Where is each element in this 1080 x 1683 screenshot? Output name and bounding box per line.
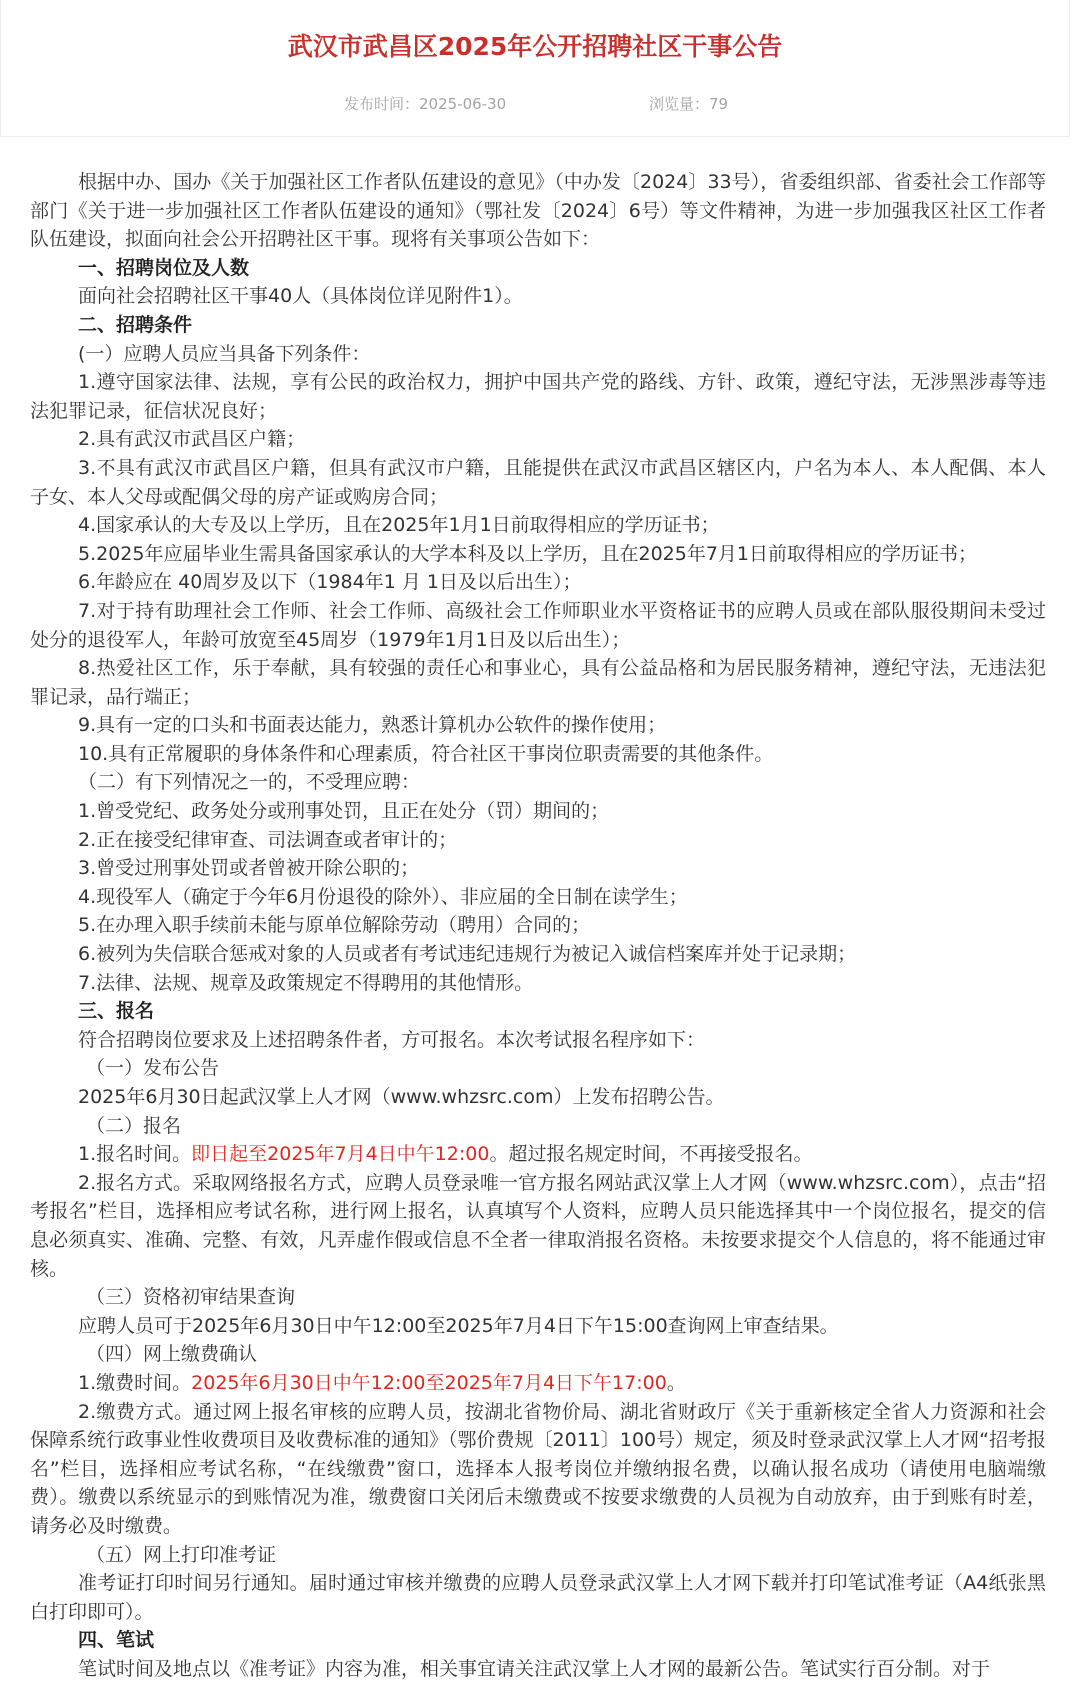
paragraph: 1.遵守国家法律、法规，享有公民的政治权力，拥护中国共产党的路线、方针、政策，遵纪守法，无涉黑涉毒等违法犯罪记录，征信状况良好；	[30, 371, 1046, 422]
paragraph	[30, 1369, 1046, 1398]
publish-time: 发布时间：2025-06-30	[344, 95, 507, 113]
sub-heading: （二）报名	[86, 1114, 182, 1137]
section-heading: 一、招聘岗位及人数	[78, 256, 250, 279]
paragraph: 笔试时间及地点以《准考证》内容为准，相关事宜请关注武汉掌上人才网的最新公告。笔试实行百分制。对于	[78, 1657, 991, 1680]
paragraph: 5.在办理入职手续前未能与原单位解除劳动（聘用）合同的；	[78, 914, 591, 937]
paragraph: 6.被列为失信联合惩戒对象的人员或者有考试违纪违规行为被记入诚信档案库并处于记录期；	[78, 943, 857, 966]
view-count: 浏览量：79	[649, 95, 729, 113]
paragraph: 符合招聘岗位要求及上述招聘条件者，方可报名。本次考试报名程序如下：	[78, 1028, 706, 1051]
paragraph: 根据中办、国办《关于加强社区工作者队伍建设的意见》（中办发〔2024〕33号），省委组织部、省委社会工作部等部门《关于进一步加强社区工作者队伍建设的通知》（鄂社发〔2024〕6号）等文件精神，为进一步加强我区社区工作者队伍建设，拟面向社会公开招聘社区干事。现将有关事项公告如下：	[30, 171, 1046, 251]
label-text: 。	[666, 1371, 686, 1394]
paragraph: 6.年龄应在 40周岁及以下（1984年1 月 1日及以后出生）；	[78, 571, 582, 594]
label-text: 1.报名时间。	[78, 1143, 192, 1166]
section-heading: 四、笔试	[78, 1629, 155, 1652]
section-heading: 二、招聘条件	[78, 313, 193, 336]
paragraph: 3.曾受过刑事处罚或者曾被开除公职的；	[78, 857, 420, 880]
sub-heading: （四）网上缴费确认	[86, 1343, 258, 1366]
highlight-text: 即日起至2025年7月4日中午12:00	[191, 1143, 490, 1166]
paragraph: (一）应聘人员应当具备下列条件：	[78, 342, 371, 365]
article-header	[0, 0, 1070, 137]
sub-heading: （三）资格初审结果查询	[86, 1286, 296, 1309]
label-text: 。超过报名规定时间，不再接受报名。	[489, 1143, 813, 1166]
paragraph	[30, 1140, 1046, 1169]
paragraph: 1.曾受党纪、政务处分或刑事处罚，且正在处分（罚）期间的；	[78, 800, 610, 823]
paragraph: 7.法律、法规、规章及政策规定不得聘用的其他情形。	[78, 971, 534, 994]
paragraph: 10.具有正常履职的身体条件和心理素质，符合社区干事岗位职责需要的其他条件。	[78, 742, 774, 765]
paragraph: 9.具有一定的口头和书面表达能力，熟悉计算机办公软件的操作使用；	[78, 714, 667, 737]
paragraph: 2.缴费方式。通过网上报名审核的应聘人员，按湖北省物价局、湖北省财政厅《关于重新核定全省人力资源和社会保障系统行政事业性收费项目及收费标准的通知》（鄂价费规〔2011〕100号）规定，须及时登录武汉掌上人才网“招考报名”栏目，选择相应考试名称，“在线缴费”窗口，选择本人报考岗位并缴纳报名费，以确认报名成功（请使用电脑端缴费）。缴费以系统显示的到账情况为准，缴费窗口关闭后未缴费或不按要求缴费的人员视为自动放弃，由于到账有时差，请务必及时缴费。	[30, 1400, 1046, 1537]
paragraph: 4.国家承认的大专及以上学历，且在2025年1月1日前取得相应的学历证书；	[78, 514, 720, 537]
paragraph: 7.对于持有助理社会工作师、社会工作师、高级社会工作师职业水平资格证书的应聘人员或在部队服役期间未受过处分的退役军人，年龄可放宽至45周岁（1979年1月1日及以后出生）；	[30, 599, 1046, 651]
paragraph: 5.2025年应届毕业生需具备国家承认的大学本科及以上学历，且在2025年7月1日前取得相应的学历证书；	[78, 542, 978, 565]
paragraph: 应聘人员可于2025年6月30日中午12:00至2025年7月4日下午15:00查询网上审查结果。	[78, 1314, 839, 1337]
paragraph: 2.具有武汉市武昌区户籍；	[78, 428, 306, 451]
paragraph: 面向社会招聘社区干事40人（具体岗位详见附件1）。	[78, 285, 523, 308]
paragraph: 8.热爱社区工作，乐于奉献，具有较强的责任心和事业心，具有公益品格和为居民服务精神，遵纪守法，无违法犯罪记录，品行端正；	[30, 657, 1046, 708]
label-text: 1.缴费时间。	[78, 1371, 192, 1394]
paragraph: 2.报名方式。采取网络报名方式，应聘人员登录唯一官方报名网站武汉掌上人才网（www.whzsrc.com），点击“招考报名”栏目，选择相应考试名称，进行网上报名，认真填写个人资料，应聘人员只能选择其中一个岗位报名，提交的信息必须真实、准确、完整、有效，凡弄虚作假或信息不全者一律取消报名资格。未按要求提交个人信息的，将不能通过审核。	[30, 1171, 1046, 1280]
article-body	[30, 168, 1046, 1683]
sub-heading: （五）网上打印准考证	[86, 1543, 277, 1566]
paragraph: 3.不具有武汉市武昌区户籍，但具有武汉市户籍，且能提供在武汉市武昌区辖区内，户名为本人、本人配偶、本人子女、本人父母或配偶父母的房产证或购房合同；	[30, 456, 1046, 508]
paragraph: 准考证打印时间另行通知。届时通过审核并缴费的应聘人员登录武汉掌上人才网下载并打印笔试准考证（A4纸张黑白打印即可）。	[30, 1572, 1046, 1623]
paragraph: 2025年6月30日起武汉掌上人才网（www.whzsrc.com）上发布招聘公告。	[78, 1086, 725, 1108]
page-title: 武汉市武昌区2025年公开招聘社区干事公告	[287, 32, 783, 61]
sub-heading: （一）发布公告	[86, 1057, 220, 1080]
paragraph: 4.现役军人（确定于今年6月份退役的除外）、非应届的全日制在读学生；	[78, 885, 688, 908]
paragraph: 2.正在接受纪律审查、司法调查或者审计的；	[78, 828, 458, 851]
section-heading: 三、报名	[78, 1000, 155, 1023]
paragraph: （二）有下列情况之一的，不受理应聘：	[78, 771, 421, 794]
highlight-text: 2025年6月30日中午12:00至2025年7月4日下午17:00	[191, 1371, 667, 1394]
